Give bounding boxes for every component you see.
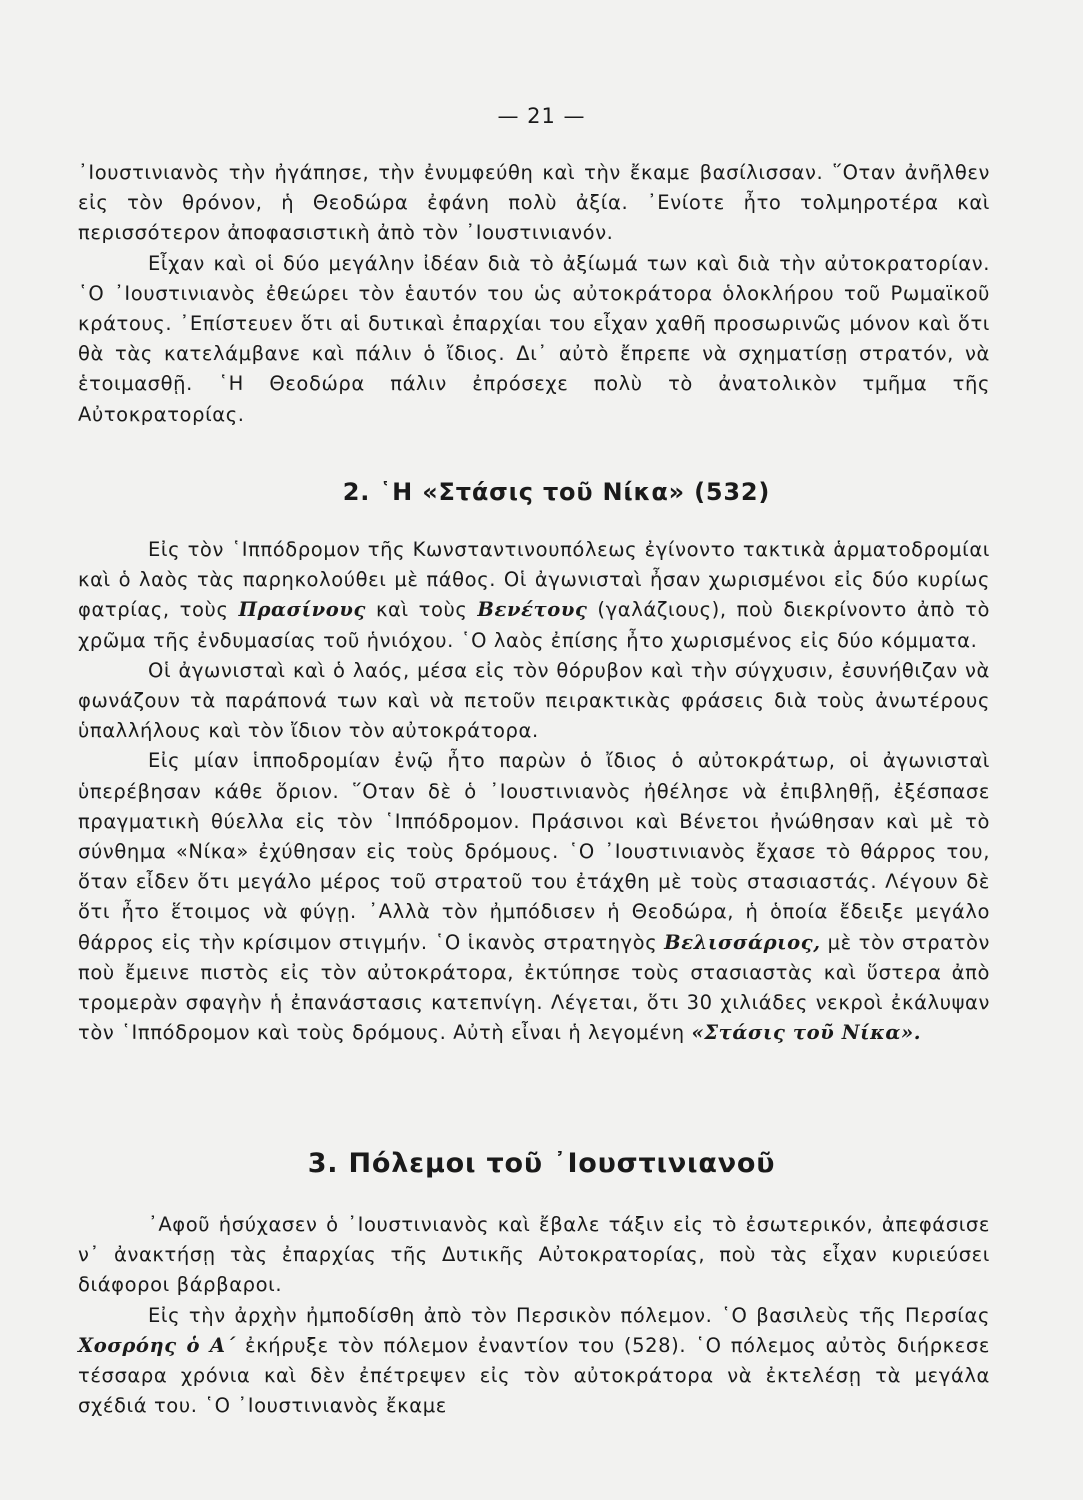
paragraph: ᾿Αφοῦ ἡσύχασεν ὁ ᾿Ιουστινιανὸς καὶ ἔβαλε τάξιν εἰς τὸ ἐσωτερικόν, ἀπεφάσισε ν᾿ ἀνακτήσῃ τὰς ἐπαρχίας τῆς Δυτικῆς Αὐτοκρατορίας, ποὺ τὰς εἶχαν κυριεύσει διάφοροι βάρβαροι. <box>78 1213 990 1297</box>
page-number: — 21 — <box>497 104 586 128</box>
section-2-text <box>78 535 990 1048</box>
section-2-heading: 2. ῾Η «Στάσις τοῦ Νίκα» (532) <box>342 478 771 506</box>
text-run: μὲ τὸν στρατὸν ποὺ ἔμεινε πιστὸς εἰς τὸν αὐτοκράτορα, ἐκτύπησε τοὺς στασιαστὰς καὶ ὕστερα ἀπὸ τρομερὰν σφαγὴν ἡ ἐπανάστασις κατεπνίγη. Λέγεται, ὅτι 30 χιλιάδες νεκροὶ ἐκάλυψαν τὸν ῾Ιππόδρομον καὶ τοὺς δρόμους. Αὐτὴ εἶναι ἡ λεγομένη <box>78 930 990 1045</box>
paragraph <box>78 535 990 656</box>
text-run: Εἰς τὴν ἀρχὴν ἠμποδίσθη ἀπὸ τὸν Περσικὸν πόλεμον. ῾Ο βασιλεὺς τῆς Περσίας <box>148 1303 990 1327</box>
section-3-text <box>78 1210 990 1421</box>
paragraph <box>78 1301 990 1422</box>
paragraph <box>78 746 990 1048</box>
text-run: Εἰς μίαν ἱπποδρομίαν ἐνῷ ἦτο παρὼν ὁ ἴδιος ὁ αὐτοκράτωρ, οἱ ἀγωνισταὶ ὑπερέβησαν κάθε ὅριον. ῞Οταν δὲ ὁ ᾿Ιουστινιανὸς ἠθέλησε νὰ ἐπιβληθῇ, ἐξέσπασε πραγματικὴ θύελλα εἰς τὸν ῾Ιππόδρομον. Πράσινοι καὶ Βένετοι ἠνώθησαν καὶ μὲ τὸ σύνθημα «Νίκα» ἐχύθησαν εἰς τοὺς δρόμους. ῾Ο ᾿Ιουστινιανὸς ἔχασε τὸ θάρρος του, ὅταν εἶδεν ὅτι μεγάλο μέρος τοῦ στρατοῦ του ἐτάχθη μὲ τοὺς στασιαστάς. Λέγουν δὲ ὅτι ἦτο ἕτοιμος νὰ φύγῃ. ᾿Αλλὰ τὸν ἠμπόδισεν ἡ Θεοδώρα, ἡ ὁποία ἔδειξε μεγάλο θάρρος εἰς τὴν κρίσιμον στιγμήν. ῾Ο ἱκανὸς στρατηγὸς <box>78 749 990 954</box>
emphasis-nika-riots: «Στάσις τοῦ Νίκα». <box>691 1021 922 1045</box>
text-run: Εἰς τὸν ῾Ιππόδρομον τῆς Κωνσταντινουπόλεως ἐγίνοντο τακτικὰ ἁρματοδρομίαι καὶ ὁ λαὸς τὰς παρηκολούθει μὲ πάθος. Οἱ ἀγωνισταὶ ἦσαν χωρισμένοι εἰς δύο κυρίως φατρίας, τοὺς <box>78 538 990 622</box>
emphasis-khosrow: Χοσρόης ὁ Α΄ <box>78 1333 236 1357</box>
text-run: ἐκήρυξε τὸν πόλεμον ἐναντίον του (528). ῾Ο πόλεμος αὐτὸς διήρκεσε τέσσαρα χρόνια καὶ δὲν ἐπέτρεψεν εἰς τὸν αὐτοκράτορα νὰ ἐκτελέσῃ τὰ μεγάλα σχέδιά του. ῾Ο ᾿Ιουστινιανὸς ἔκαμε <box>78 1333 990 1418</box>
paragraph: Οἱ ἀγωνισταὶ καὶ ὁ λαός, μέσα εἰς τὸν θόρυβον καὶ τὴν σύγχυσιν, ἐσυνήθιζαν νὰ φωνάζουν τὰ παράπονά των καὶ νὰ πετοῦν πειρακτικὰς φράσεις διὰ τοὺς ἀνωτέρους ὑπαλλήλους καὶ τὸν ἴδιον τὸν αὐτοκράτορα. <box>78 658 990 743</box>
emphasis-belisarius: Βελισσάριος, <box>664 930 821 954</box>
text-run: (γαλάζιους), ποὺ διεκρίνοντο ἀπὸ τὸ χρῶμα τῆς ἐνδυμασίας τοῦ ἡνιόχου. ῾Ο λαὸς ἐπίσης ἦτο χωρισμένος εἰς δύο κόμματα. <box>78 598 990 652</box>
paragraph: ᾿Ιουστινιανὸς τὴν ἠγάπησε, τὴν ἐνυμφεύθη καὶ τὴν ἔκαμε βασίλισσαν. ῞Οταν ἀνῆλθεν εἰς τὸν θρόνον, ἡ Θεοδώρα ἐφάνη πολὺ ἀξία. ᾿Ενίοτε ἦτο τολμηροτέρα καὶ περισσότερον ἀποφασιστικὴ ἀπὸ τὸν ᾿Ιουστινιανόν. <box>78 161 990 245</box>
emphasis-venetoi: Βενέτους <box>477 598 588 622</box>
paragraph: Εἶχαν καὶ οἱ δύο μεγάλην ἰδέαν διὰ τὸ ἀξίωμά των καὶ διὰ τὴν αὐτοκρατορίαν. ῾Ο ᾿Ιουστινιανὸς ἐθεώρει τὸν ἑαυτόν του ὡς αὐτοκράτορα ὁλοκλήρου τοῦ Ρωμαϊκοῦ κράτους. ᾿Επίστευεν ὅτι αἱ δυτικαὶ ἐπαρχίαι του εἶχαν χαθῆ προσωρινῶς μόνον καὶ ὅτι θὰ τὰς κατελάμβανε καὶ πάλιν ὁ ἴδιος. Δι᾿ αὐτὸ ἔπρεπε νὰ σχηματίσῃ στρατόν, νὰ ἑτοιμασθῇ. ῾Η Θεοδώρα πάλιν ἐπρόσεχε πολὺ τὸ ἀνατολικὸν τμῆμα τῆς Αὐτοκρατορίας. <box>78 251 990 426</box>
text-run: καὶ τοὺς <box>366 598 478 622</box>
section-3-heading: 3. Πόλεμοι τοῦ ᾿Ιουστινιανοῦ <box>307 1148 776 1179</box>
emphasis-prasinoi: Πρασίνους <box>238 598 366 622</box>
section-1-text <box>78 158 990 430</box>
